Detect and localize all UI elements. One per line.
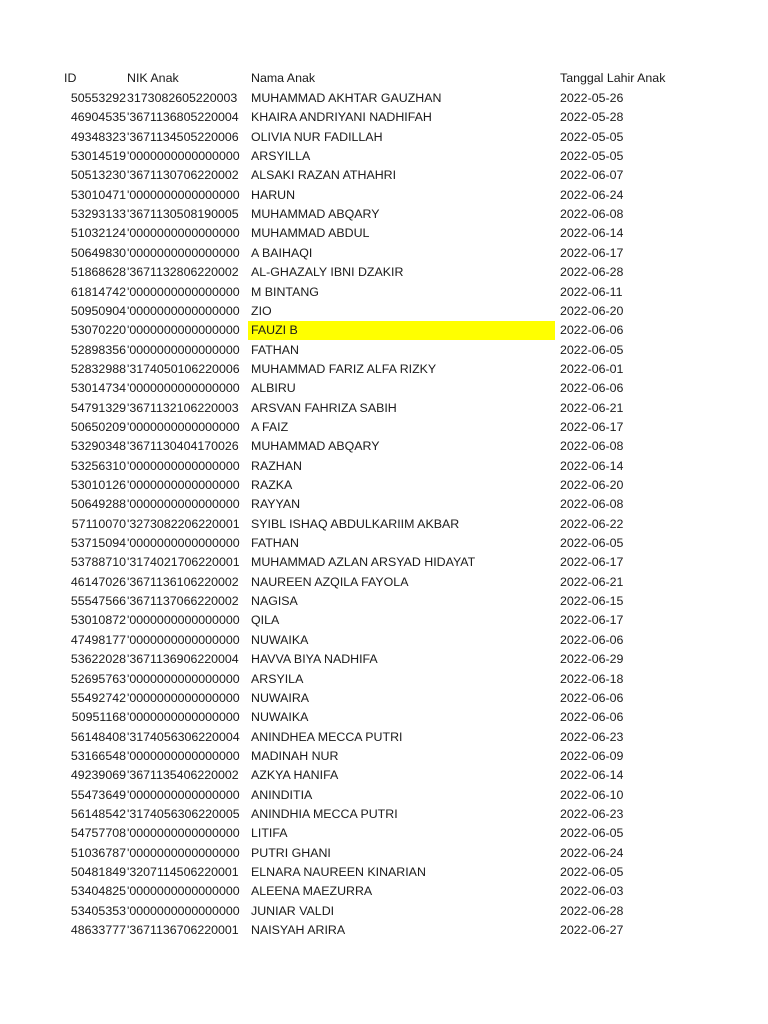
cell-id: 53256310 xyxy=(70,458,126,473)
cell-date: 2022-06-14 xyxy=(560,458,624,473)
cell-date: 2022-06-24 xyxy=(560,187,624,202)
cell-nik: '0000000000000000 xyxy=(127,284,240,299)
cell-date: 2022-06-01 xyxy=(560,361,624,376)
cell-id: 56148408 xyxy=(70,729,126,744)
table-row xyxy=(0,321,768,340)
cell-date: 2022-06-21 xyxy=(560,574,624,589)
cell-id: 55547566 xyxy=(70,594,126,609)
table-row xyxy=(0,205,768,224)
table-row xyxy=(0,844,768,863)
cell-id: 53014734 xyxy=(70,381,126,396)
cell-nik: '0000000000000000 xyxy=(127,323,240,338)
cell-nik: '3174056306220004 xyxy=(127,729,240,744)
cell-date: 2022-06-09 xyxy=(560,748,624,763)
table-row xyxy=(0,650,768,669)
table-row xyxy=(0,534,768,553)
table-row xyxy=(0,553,768,572)
cell-name: NAUREEN AZQILA FAYOLA xyxy=(251,574,409,589)
cell-nik: '0000000000000000 xyxy=(127,187,240,202)
cell-date: 2022-06-17 xyxy=(560,419,624,434)
table-row xyxy=(0,399,768,418)
header-row xyxy=(0,69,768,88)
table-row xyxy=(0,224,768,243)
cell-date: 2022-06-29 xyxy=(560,652,624,667)
cell-name: NUWAIKA xyxy=(251,710,309,725)
cell-name: ANINDITIA xyxy=(251,787,313,802)
cell-id: 56148542 xyxy=(70,806,126,821)
table-row xyxy=(0,186,768,205)
cell-name: ELNARA NAUREEN KINARIAN xyxy=(251,865,426,879)
table-row xyxy=(0,592,768,611)
cell-date: 2022-06-28 xyxy=(560,265,624,280)
cell-nik: '3671136906220004 xyxy=(127,652,239,667)
cell-nik: '3671134505220006 xyxy=(127,129,239,144)
cell-date: 2022-06-11 xyxy=(560,284,623,299)
cell-name: FAUZI B xyxy=(248,321,555,340)
cell-date: 2022-06-27 xyxy=(560,923,624,938)
cell-name: FATHAN xyxy=(251,536,299,551)
cell-nik: '0000000000000000 xyxy=(127,419,240,434)
cell-name: AL-GHAZALY IBNI DZAKIR xyxy=(251,265,404,280)
cell-name: OLIVIA NUR FADILLAH xyxy=(251,129,383,144)
cell-date: 2022-06-05 xyxy=(560,342,624,357)
cell-id: 54791329 xyxy=(70,400,126,415)
cell-id: 46904535 xyxy=(70,110,126,125)
cell-id: 50650209 xyxy=(70,419,126,434)
cell-name: ARSYILA xyxy=(251,671,304,686)
table-row xyxy=(0,360,768,379)
cell-nik: '0000000000000000 xyxy=(127,303,240,318)
cell-name: LITIFA xyxy=(251,826,288,841)
cell-name: MUHAMMAD ABDUL xyxy=(251,226,370,241)
cell-name: ZIO xyxy=(251,303,272,318)
cell-date: 2022-06-20 xyxy=(560,478,624,492)
table-row xyxy=(0,670,768,689)
table-row xyxy=(0,728,768,747)
cell-name: RAYYAN xyxy=(251,497,301,512)
cell-date: 2022-06-06 xyxy=(560,690,624,705)
table-row xyxy=(0,476,768,495)
cell-nik: '3207114506220001 xyxy=(127,865,239,879)
cell-nik: '0000000000000000 xyxy=(127,613,240,628)
table-row xyxy=(0,495,768,514)
cell-name: JUNIAR VALDI xyxy=(251,903,335,918)
table-row xyxy=(0,611,768,630)
table-row xyxy=(0,341,768,360)
table-row xyxy=(0,128,768,147)
cell-date: 2022-06-05 xyxy=(560,826,624,841)
header-id: ID xyxy=(64,71,77,85)
cell-date: 2022-06-17 xyxy=(560,613,624,628)
table-row xyxy=(0,302,768,321)
cell-date: 2022-06-17 xyxy=(560,555,624,570)
table-row xyxy=(0,824,768,843)
table-row xyxy=(0,147,768,166)
table-row xyxy=(0,573,768,592)
cell-nik: '0000000000000000 xyxy=(127,478,240,492)
cell-date: 2022-05-05 xyxy=(560,129,624,144)
cell-id: 53010872 xyxy=(70,613,126,628)
cell-date: 2022-06-07 xyxy=(560,168,624,183)
cell-date: 2022-06-18 xyxy=(560,671,624,686)
cell-name: PUTRI GHANI xyxy=(251,845,331,860)
table-row xyxy=(0,437,768,456)
cell-nik: '3671136706220001 xyxy=(127,923,239,938)
cell-nik: '0000000000000000 xyxy=(127,342,240,357)
cell-name: NAISYAH ARIRA xyxy=(251,923,346,938)
cell-name: ALBIRU xyxy=(251,381,296,396)
cell-name: ANINDHEA MECCA PUTRI xyxy=(251,729,403,744)
cell-id: 54757708 xyxy=(70,826,126,841)
cell-id: 55492742 xyxy=(70,690,126,705)
cell-nik: '0000000000000000 xyxy=(127,690,240,705)
cell-date: 2022-06-21 xyxy=(560,400,624,415)
cell-date: 2022-06-17 xyxy=(560,245,624,260)
cell-nik: '0000000000000000 xyxy=(127,884,240,899)
cell-nik: '0000000000000000 xyxy=(127,381,240,396)
cell-id: 53010471 xyxy=(70,187,126,202)
cell-name: NAGISA xyxy=(251,594,298,609)
cell-nik: '0000000000000000 xyxy=(127,787,240,802)
cell-nik: '3273082206220001 xyxy=(127,516,240,531)
cell-nik: 3173082605220003 xyxy=(127,91,238,105)
cell-nik: '0000000000000000 xyxy=(127,903,240,918)
cell-date: 2022-06-20 xyxy=(560,303,624,318)
cell-name: NUWAIKA xyxy=(251,632,309,647)
cell-nik: '0000000000000000 xyxy=(127,226,240,241)
cell-nik: '0000000000000000 xyxy=(127,245,240,260)
table-row xyxy=(0,863,768,882)
cell-date: 2022-06-03 xyxy=(560,884,624,899)
cell-nik: '0000000000000000 xyxy=(127,671,240,686)
cell-nik: '0000000000000000 xyxy=(127,458,240,473)
table-row xyxy=(0,244,768,263)
cell-date: 2022-05-28 xyxy=(560,110,624,125)
cell-date: 2022-05-26 xyxy=(560,91,624,105)
cell-name: ANINDHIA MECCA PUTRI xyxy=(251,806,398,821)
cell-id: 51032124 xyxy=(70,226,126,241)
cell-name: KHAIRA ANDRIYANI NADHIFAH xyxy=(251,110,432,125)
cell-name: ARSYILLA xyxy=(251,149,311,164)
cell-id: 53010126 xyxy=(70,478,126,492)
cell-nik: '0000000000000000 xyxy=(127,149,240,164)
cell-id: 50649830 xyxy=(70,245,126,260)
cell-nik: '3671130404170026 xyxy=(127,439,239,454)
cell-date: 2022-05-05 xyxy=(560,149,624,164)
cell-name: ALEENA MAEZURRA xyxy=(251,884,373,899)
cell-id: 51036787 xyxy=(70,845,126,860)
cell-name: MUHAMMAD ABQARY xyxy=(251,207,380,222)
header-nik: NIK Anak xyxy=(127,71,179,85)
cell-nik: '3174021706220001 xyxy=(127,555,240,570)
cell-name: ALSAKI RAZAN ATHAHRI xyxy=(251,168,397,183)
cell-nik: '0000000000000000 xyxy=(127,632,240,647)
cell-nik: '0000000000000000 xyxy=(127,536,240,551)
cell-id: 53014519 xyxy=(70,149,126,164)
cell-nik: '3671136106220002 xyxy=(127,574,239,589)
cell-name: MUHAMMAD AZLAN ARSYAD HIDAYAT xyxy=(251,555,476,570)
cell-id: 57110070 xyxy=(71,516,126,531)
cell-id: 48633777 xyxy=(70,923,126,938)
cell-id: 49239069 xyxy=(70,768,126,783)
cell-id: 52832988 xyxy=(70,361,126,376)
cell-name: RAZKA xyxy=(251,478,293,492)
cell-nik: '0000000000000000 xyxy=(127,826,240,841)
cell-nik: '3671135406220002 xyxy=(127,768,239,783)
table-row xyxy=(0,689,768,708)
cell-id: 50950904 xyxy=(70,303,126,318)
cell-nik: '0000000000000000 xyxy=(127,710,240,725)
cell-nik: '3671132106220003 xyxy=(127,400,239,415)
cell-nik: '3671132806220002 xyxy=(127,265,239,280)
table-row xyxy=(0,418,768,437)
table-row xyxy=(0,805,768,824)
cell-name: MADINAH NUR xyxy=(251,748,339,763)
cell-id: 53404825 xyxy=(70,884,126,899)
cell-id: 53788710 xyxy=(70,555,126,570)
cell-id: 47498177 xyxy=(70,632,126,647)
cell-id: 49348323 xyxy=(70,129,126,144)
cell-name: A BAIHAQI xyxy=(251,245,313,260)
cell-id: 61814742 xyxy=(70,284,126,299)
cell-id: 53290348 xyxy=(70,439,126,454)
cell-name: RAZHAN xyxy=(251,458,302,473)
cell-date: 2022-06-23 xyxy=(560,729,624,744)
table-row xyxy=(0,515,768,534)
table-row xyxy=(0,108,768,127)
cell-date: 2022-06-23 xyxy=(560,806,624,821)
cell-nik: '3671137066220002 xyxy=(127,594,239,609)
cell-date: 2022-06-14 xyxy=(560,768,624,783)
cell-id: 53622028 xyxy=(70,652,126,667)
cell-name: ARSVAN FAHRIZA SABIH xyxy=(251,400,397,415)
cell-name: HAVVA BIYA NADHIFA xyxy=(251,652,378,667)
cell-date: 2022-06-08 xyxy=(560,497,624,512)
cell-date: 2022-06-15 xyxy=(560,594,624,609)
cell-id: 53070220 xyxy=(70,323,126,338)
table-row xyxy=(0,379,768,398)
cell-name: MUHAMMAD AKHTAR GAUZHAN xyxy=(251,91,442,105)
cell-date: 2022-06-10 xyxy=(560,787,624,802)
cell-date: 2022-06-05 xyxy=(560,865,624,879)
table-row xyxy=(0,166,768,185)
cell-date: 2022-06-28 xyxy=(560,903,624,918)
cell-date: 2022-06-06 xyxy=(560,710,624,725)
cell-date: 2022-06-06 xyxy=(560,323,624,338)
cell-id: 55473649 xyxy=(70,787,126,802)
cell-name: QILA xyxy=(251,613,280,628)
cell-date: 2022-06-14 xyxy=(560,226,624,241)
cell-id: 46147026 xyxy=(70,574,126,589)
cell-nik: '3174056306220005 xyxy=(127,806,240,821)
cell-date: 2022-06-08 xyxy=(560,439,624,454)
table-row xyxy=(0,263,768,282)
cell-name: HARUN xyxy=(251,187,296,202)
table-row xyxy=(0,882,768,901)
cell-id: 53166548 xyxy=(70,748,126,763)
table-row xyxy=(0,89,768,108)
cell-nik: '3671136805220004 xyxy=(127,110,239,125)
table-row xyxy=(0,631,768,650)
cell-name: FATHAN xyxy=(251,342,299,357)
cell-name: AZKYA HANIFA xyxy=(251,768,339,783)
cell-date: 2022-06-24 xyxy=(560,845,624,860)
cell-id: 50513230 xyxy=(70,168,126,183)
cell-id: 51868628 xyxy=(70,265,126,280)
table-row xyxy=(0,902,768,921)
cell-name: MUHAMMAD FARIZ ALFA RIZKY xyxy=(251,361,437,376)
cell-id: 52695763 xyxy=(70,671,126,686)
table-row xyxy=(0,457,768,476)
cell-id: 50481849 xyxy=(70,865,126,879)
table-row xyxy=(0,786,768,805)
cell-id: 50649288 xyxy=(70,497,126,512)
cell-date: 2022-06-06 xyxy=(560,381,624,396)
cell-nik: '0000000000000000 xyxy=(127,497,240,512)
cell-nik: '3671130706220002 xyxy=(127,168,239,183)
cell-name: SYIBL ISHAQ ABDULKARIIM AKBAR xyxy=(251,516,460,531)
cell-name: MUHAMMAD ABQARY xyxy=(251,439,380,454)
header-name: Nama Anak xyxy=(251,71,316,85)
cell-id: 50951168 xyxy=(71,710,126,725)
cell-nik: '3671130508190005 xyxy=(127,207,239,222)
cell-id: 50553292 xyxy=(70,91,126,105)
cell-id: 53293133 xyxy=(70,207,126,222)
table-row xyxy=(0,283,768,302)
cell-id: 52898356 xyxy=(70,342,126,357)
cell-nik: '0000000000000000 xyxy=(127,748,240,763)
cell-nik: '0000000000000000 xyxy=(127,845,240,860)
table-row xyxy=(0,747,768,766)
cell-date: 2022-06-06 xyxy=(560,632,624,647)
cell-id: 53715094 xyxy=(70,536,126,551)
cell-date: 2022-06-05 xyxy=(560,536,624,551)
cell-name: M BINTANG xyxy=(251,284,319,299)
cell-id: 53405353 xyxy=(70,903,126,918)
cell-name: A FAIZ xyxy=(251,419,289,434)
table-row xyxy=(0,921,768,940)
table-row xyxy=(0,708,768,727)
header-date: Tanggal Lahir Anak xyxy=(560,71,666,85)
cell-date: 2022-06-08 xyxy=(560,207,624,222)
cell-date: 2022-06-22 xyxy=(560,516,624,531)
table-row xyxy=(0,766,768,785)
cell-nik: '3174050106220006 xyxy=(127,361,240,376)
cell-name: NUWAIRA xyxy=(251,690,310,705)
